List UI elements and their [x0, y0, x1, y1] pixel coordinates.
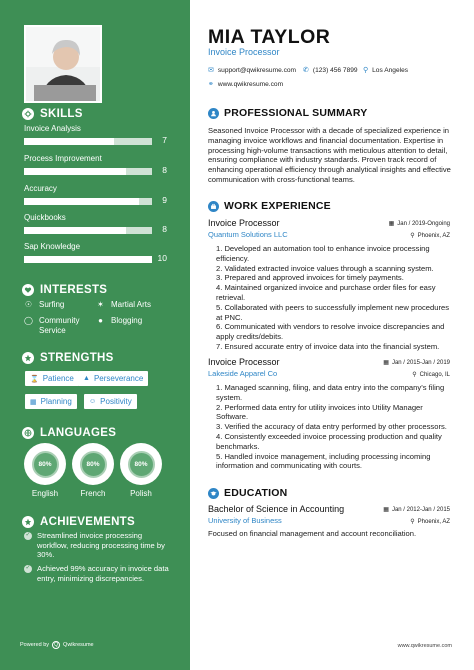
calendar-icon: ▦: [383, 360, 389, 366]
check-icon: ✓: [25, 565, 31, 572]
job-location: ⚲ Phoenix, AZ: [410, 232, 450, 239]
mountain-icon: ▲: [83, 375, 90, 382]
education-location: ⚲ Phoenix, AZ: [410, 518, 450, 525]
strength-chip: ☺ Positivity: [84, 394, 137, 409]
strengths-icon: [22, 352, 34, 364]
profile-photo: [24, 25, 102, 103]
interests-heading: INTERESTS: [22, 284, 107, 296]
achievement-item: ✓ Achieved 99% accuracy in invoice data entry, minimizing discrepancies.: [25, 564, 169, 583]
experience-heading: WORK EXPERIENCE: [208, 200, 331, 212]
skill-bar-fill: [24, 198, 139, 205]
interest-item: ◯ Community Service: [24, 315, 80, 335]
location-pin-icon: ⚲: [410, 233, 415, 239]
user-icon: [208, 108, 219, 119]
job-title: Invoice Processor: [208, 357, 280, 367]
martial-arts-icon: ✶: [97, 299, 104, 309]
language-ring: 80%: [72, 443, 114, 485]
job-dates: ▦ Jan / 2019-Ongoing: [388, 220, 450, 227]
job-bullets: [212, 383, 450, 471]
community-icon: ◯: [24, 315, 33, 325]
location-pin-icon: ⚲: [363, 67, 369, 74]
contact-email[interactable]: ✉ support@qwikresume.com: [208, 66, 297, 74]
list-item: 5. Handled invoice management, including processing incoming information and communicating with courts.: [216, 451, 431, 471]
list-item: 1. Managed scanning, filing, and data entry into the company’s filing system.: [216, 383, 445, 402]
skill-bar: [24, 198, 152, 205]
surfing-icon: ☉: [24, 299, 33, 309]
location-pin-icon: ⚲: [410, 519, 415, 525]
language-name: English: [31, 489, 59, 498]
skill-item: Accuracy 9: [24, 184, 167, 205]
phone-icon: ✆: [303, 67, 309, 74]
languages-icon: [22, 427, 34, 439]
calendar-icon: ▦: [30, 398, 37, 406]
achievements-heading: ACHIEVEMENTS: [22, 516, 135, 528]
strengths-heading: STRENGTHS: [22, 352, 114, 364]
interest-item: ● Blogging: [96, 316, 142, 326]
strength-chip: ⌛ Patience: [25, 371, 79, 386]
summary-text: Seasoned Invoice Processor with a decade of specialized experience in managing invoice workflows and financial documentation. Expertise in processing high-volume transactions with meticulous attention to detail, ensuring compliance with industry standards. Proven track record of enhancing operational efficiency through analytical insights and effective communication with cross-functional teams.: [208, 126, 451, 184]
contact-phone: ✆ (123) 456 7899: [303, 66, 358, 74]
language-ring: 80%: [24, 443, 66, 485]
calendar-icon: ▦: [388, 221, 395, 227]
job-bullets: [212, 244, 450, 352]
blogging-icon: ●: [98, 315, 103, 325]
languages-heading: LANGUAGES: [22, 427, 116, 439]
sidebar: [0, 0, 190, 670]
interests-icon: [22, 284, 34, 296]
skill-level: 8: [162, 165, 167, 175]
briefcase-icon: [208, 201, 219, 212]
interest-item: ☉ Surfing: [24, 299, 65, 309]
summary-heading: PROFESSIONAL SUMMARY: [208, 107, 367, 119]
list-item: 3. Prepared and approved invoices for timely payments.: [216, 273, 404, 283]
skills-heading: SKILLS: [22, 108, 83, 120]
degree-title: Bachelor of Science in Accounting: [208, 504, 345, 514]
graduation-cap-icon: [208, 488, 219, 499]
skill-bar-fill: [24, 227, 126, 234]
skill-item: Sap Knowledge 10: [24, 242, 167, 263]
skill-bar: [24, 138, 152, 145]
list-item: 4. Maintained organized invoice and purchase order files for easy retrieval.: [216, 283, 436, 302]
education-heading: EDUCATION: [208, 487, 287, 499]
achievement-item: ✓ Streamlined invoice processing workflow, reducing processing time by 30%.: [25, 531, 165, 559]
interest-item: ✶ Martial Arts: [97, 299, 152, 309]
calendar-icon: ▦: [383, 507, 389, 513]
candidate-role: Invoice Processor: [208, 47, 280, 57]
list-item: 4. Consistently exceeded invoice processing production and quality benchmarks.: [216, 431, 442, 451]
list-item: 3. Verified the accuracy of data entry performed by other processors.: [216, 422, 447, 432]
list-item: 5. Collaborated with peers to successfully implement new procedures at PNC.: [216, 302, 449, 322]
skill-level: 8: [162, 224, 167, 234]
skill-bar-fill: [24, 138, 114, 145]
list-item: 1. Developed an automation tool to enhance invoice processing efficiency.: [216, 244, 430, 263]
skill-bar-fill: [24, 168, 126, 175]
skill-item: Invoice Analysis 7: [24, 124, 167, 145]
candidate-name: MIA TAYLOR: [208, 26, 331, 48]
language-name: Polish: [130, 489, 152, 498]
skill-bar: [24, 168, 152, 175]
list-item: 2. Validated extracted invoice values through a scanning system.: [216, 263, 434, 273]
company-name: Quantum Solutions LLC: [208, 230, 288, 239]
skills-icon: [22, 108, 34, 120]
strength-chip: ▲ Perseverance: [78, 371, 148, 386]
skill-item: Process Improvement 8: [24, 154, 167, 175]
smile-icon: ☺: [89, 398, 97, 405]
skill-level: 7: [162, 135, 167, 145]
achievements-icon: [22, 516, 34, 528]
job-location: ⚲ Chicago, IL: [412, 371, 450, 378]
language-name: French: [80, 489, 106, 498]
qwikresume-logo-icon: Q: [52, 641, 60, 649]
skill-item: Quickbooks 8: [24, 213, 167, 234]
school-name: University of Business: [208, 516, 282, 525]
email-icon: ✉: [208, 67, 214, 74]
location-pin-icon: ⚲: [412, 372, 417, 378]
footer-brand: Powered by Q Qwikresume: [20, 642, 94, 648]
list-item: 6. Communicated with vendors to resolve invoice discrepancies and apply credits/debits.: [216, 322, 445, 342]
skill-bar: [24, 227, 152, 234]
contact-website[interactable]: ⚭ www.qwikresume.com: [208, 80, 284, 88]
footer-website[interactable]: www.qwikresume.com: [397, 643, 452, 649]
skill-level: 10: [157, 253, 167, 263]
job-title: Invoice Processor: [208, 218, 280, 228]
strength-chip: ▦ Planning: [25, 394, 77, 409]
skill-bar: [24, 256, 152, 263]
list-item: 2. Performed data entry for utility invoices into Utility Manager Software.: [216, 402, 423, 422]
education-description: Focused on financial management and account reconciliation.: [208, 529, 417, 538]
list-item: 7. Ensured accurate entry of invoice data into the financial system.: [216, 341, 440, 351]
education-dates: ▦ Jan / 2012-Jan / 2015: [383, 506, 450, 513]
hourglass-icon: ⌛: [30, 375, 39, 383]
contact-location: ⚲ Los Angeles: [363, 66, 409, 74]
globe-icon: ⚭: [208, 81, 214, 88]
language-ring: 80%: [120, 443, 162, 485]
skill-level: 9: [162, 195, 167, 205]
skill-bar-fill: [24, 256, 152, 263]
job-dates: ▦ Jan / 2015-Jan / 2019: [383, 359, 450, 366]
check-icon: ✓: [25, 532, 31, 539]
company-name: Lakeside Apparel Co: [208, 369, 278, 378]
